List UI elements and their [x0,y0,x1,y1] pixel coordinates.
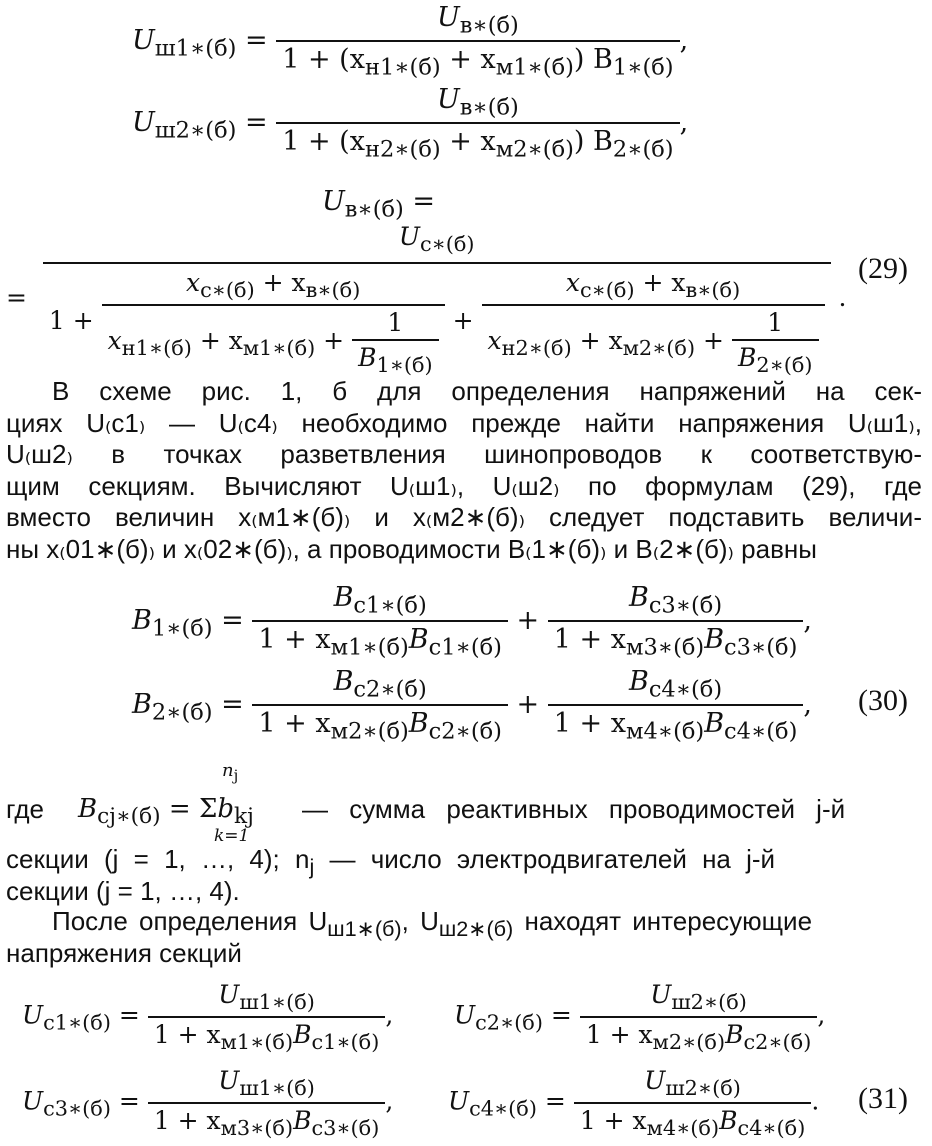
eq-subscript: м2∗(б) [652,1030,726,1054]
eq-symbol: B [358,343,377,372]
denominator [252,620,508,660]
numerator [580,980,818,1016]
eq-subscript: с2∗(б) [475,1010,543,1035]
eq-symbol: B [704,708,725,740]
fraction [276,84,679,163]
denominator [276,122,679,162]
eq-subscript: с4∗(б) [648,676,723,703]
equation-number: (29) [858,252,908,285]
text-line [6,844,922,880]
eq-subscript: с2∗(б) [353,676,427,703]
eq-subscript: с4∗(б) [724,718,798,745]
equals-sign: = [6,283,27,312]
eq-subscript: м3∗(б) [625,634,705,661]
paragraph [6,376,922,565]
denominator [548,620,804,660]
eq-subscript: в∗(б) [305,278,361,302]
eq-subscript: 2∗(б) [612,136,674,163]
eq-symbol: x [565,268,580,297]
eq-subscript: cj∗(б) [97,804,161,830]
eq-subscript: kj [233,804,254,830]
fraction [482,268,825,377]
text-line: ны x₍01∗(б)₎ и x₍02∗(б)₎, а проводимости B₍1∗(б)₎ и B₍2∗(б)₎ равны [6,533,817,564]
eq-text: 1 + x [258,624,331,656]
eq-subscript: ш2∗(б) [665,1076,741,1100]
eq-text: 1 + x [258,708,331,740]
denominator [252,704,508,744]
denominator [732,339,819,377]
fraction [252,666,508,745]
text-line [52,906,812,942]
eq-symbol: B [704,624,725,656]
text-line: циях U₍с1₎ — U₍с4₎ необходимо прежде найти напряжения U₍ш1₎, [6,407,922,438]
fraction [580,980,818,1054]
sigma: Σ [198,794,218,824]
equation-u-c1: $U_{с1∗(б)}$ = $\frac{U_{ш1∗(б)}}{1 + x_{м1∗(б)}B_{с1∗(б)}}$ , [22,980,394,1054]
text-segment: После определения U [52,906,328,936]
eq-subscript: 1∗(б) [612,54,674,81]
eq-text: 1 + (x [282,126,365,158]
eq-subscript: ш1∗(б) [327,916,402,942]
eq-subscript: н1∗(б) [364,54,441,81]
fraction [148,980,386,1054]
text-segment: находят интересующие [513,906,813,936]
eq-subscript: н2∗(б) [364,136,441,163]
eq-symbol: B [78,794,98,824]
eq-subscript: 1∗(б) [376,353,433,377]
eq-subscript: 2∗(б) [756,353,813,377]
equals-sign: = [118,1000,140,1030]
eq-subscript: н2∗(б) [501,336,572,360]
numerator: 1 [767,308,784,337]
numerator [102,268,445,304]
eq-subscript: с4∗(б) [469,1096,537,1121]
eq-text: 1 + x [585,1020,653,1049]
numerator [276,2,679,40]
eq-text: + x [634,268,686,297]
equation-u-c2: $U_{с2∗(б)}$ = $\frac{U_{ш2∗(б)}}{1 + x_{м2∗(б)}B_{с2∗(б)}}$ , [454,980,826,1054]
equation-u-v-fraction [6,222,846,377]
eq-symbol: B [737,343,757,372]
denominator [352,339,439,377]
text-line: — сумма реактивных проводимостей j-й [302,794,846,824]
denominator [148,1102,386,1140]
fraction [548,666,804,745]
text-segment: , U [401,906,439,936]
eq-symbol: B [293,1106,312,1135]
text-line: секции (j = 1, …, 4). [6,876,240,906]
eq-subscript: ш1∗(б) [239,1076,315,1100]
eq-text: + x [440,44,496,76]
denominator [102,304,445,377]
text-line: U₍ш2₎ в точках разветвления шинопроводов к соответствую- [6,439,922,469]
eq-subscript: м1∗(б) [495,54,574,81]
eq-text: 1 + x [553,708,626,740]
eq-symbol: B [725,1020,744,1049]
numerator [148,980,386,1016]
eq-symbol: U [22,1086,44,1116]
equation-number: (30) [858,684,908,717]
eq-subscript: в∗(б) [459,12,519,39]
eq-symbol: x [185,268,201,297]
eq-subscript: с1∗(б) [353,592,427,619]
numerator [276,84,679,122]
numerator [43,222,831,262]
eq-subscript: м2∗(б) [495,136,574,163]
eq-symbol: B [132,604,152,636]
eq-text: 1 + x [153,1106,221,1135]
eq-subscript: с3∗(б) [43,1096,111,1121]
eq-subscript: м4∗(б) [625,718,705,745]
fraction [548,582,804,661]
fraction [574,1066,812,1140]
eq-subscript: ш1∗(б) [239,990,315,1014]
eq-text: 1 + x [553,624,626,656]
eq-subscript: с∗(б) [419,232,475,256]
text-line: напряжения секций [6,938,242,968]
denominator [574,1102,812,1140]
eq-text: + [452,306,474,335]
equals-sign: = [221,604,244,636]
numerator: 1 [387,308,404,337]
eq-subscript: 2∗(б) [151,699,213,726]
sum-expression [78,794,254,829]
fraction [148,1066,386,1140]
eq-text: + x [571,326,623,355]
equation-u-sh1: $U_{ш1∗(б)}$ = $\frac{U_{в∗(б)}}{1 + (x_{н1∗(б)} + x_{м1∗(б)}) B_{1∗(б)}}$ , [132,2,689,81]
eq-text: ) B [573,126,613,158]
eq-symbol: U [218,980,240,1009]
equation-u-v-top [322,186,435,222]
eq-symbol: B [408,624,429,656]
eq-subscript: в∗(б) [344,196,404,223]
eq-subscript: с3∗(б) [311,1116,380,1140]
equation-u-c3: $U_{с3∗(б)}$ = $\frac{U_{ш1∗(б)}}{1 + x_{м3∗(б)}B_{с3∗(б)}}$ , [22,1066,394,1140]
eq-subscript: ш2∗(б) [438,916,514,942]
eq-subscript: н1∗(б) [121,336,192,360]
eq-symbol: B [628,582,649,613]
eq-subscript: с1∗(б) [428,634,502,661]
numerator [252,582,508,620]
eq-symbol: B [719,1106,738,1135]
eq-subscript: j [309,854,315,880]
numerator [548,666,804,704]
plus-sign: + [516,604,540,636]
eq-text: 1 + x [579,1106,647,1135]
text-segment: секции (j = 1, …, 4); n [6,844,310,874]
eq-subscript: с3∗(б) [648,592,723,619]
equals-sign: = [550,1000,572,1030]
eq-symbol: x [107,326,122,355]
eq-symbol: x [487,326,502,355]
eq-symbol: U [398,222,420,251]
text-line: В схеме рис. 1, б для определения напряжений на сек- [52,376,922,406]
eq-subscript: в∗(б) [459,94,519,121]
fraction [252,582,508,661]
fraction [102,268,445,377]
fraction [43,222,831,377]
numerator [574,1066,812,1102]
eq-subscript: с3∗(б) [724,634,798,661]
eq-subscript: с1∗(б) [43,1010,111,1035]
denominator [580,1016,818,1054]
numerator [252,666,508,704]
numerator [148,1066,386,1102]
eq-subscript: с2∗(б) [428,718,502,745]
eq-subscript: 1∗(б) [151,615,213,642]
text-word: где [6,794,44,824]
eq-text: ) B [573,44,613,76]
equals-sign: = [245,24,268,56]
eq-subscript: м4∗(б) [646,1116,720,1140]
denominator [148,1016,386,1054]
text-line: вместо величин x₍м1∗(б)₎ и x₍м2∗(б)₎ следует подставить величи- [6,502,922,532]
eq-text: . [838,283,847,312]
eq-subscript: ш2∗(б) [154,117,237,144]
eq-text: 1 + [48,306,94,335]
eq-symbol: U [322,186,345,217]
equation-b2: $B_{2∗(б)}$ = $\frac{B_{с2∗(б)}}{1 + x_{м2∗(б)}B_{с2∗(б)}}$ + $\frac{B_{с4∗(б)}}{1 + x_{м4∗(б)}B_{с4∗(б)}}$ , [132,666,812,745]
fraction [276,2,679,81]
eq-subscript: м1∗(б) [220,1030,294,1054]
numerator [482,268,825,304]
eq-text: + [695,326,724,355]
eq-symbol: B [628,666,649,697]
plus-sign: + [516,688,540,720]
denominator [548,704,804,744]
eq-subscript: м1∗(б) [242,336,316,360]
denominator [276,40,679,80]
equals-sign: = [403,186,436,217]
eq-subscript: с∗(б) [200,278,255,302]
eq-text: 1 + (x [282,44,365,76]
eq-subscript: с2∗(б) [743,1030,812,1054]
text-line: щим секциям. Вычисляют U₍ш1₎, U₍ш2₎ по формулам (29), где [6,470,922,501]
eq-text: 1 + x [153,1020,221,1049]
fraction [732,308,819,377]
eq-symbol: n [222,760,234,781]
text-segment: — число электродвигателей на j-й [314,844,776,874]
equation-u-c4: $U_{с4∗(б)}$ = $\frac{U_{ш2∗(б)}}{1 + x_{м4∗(б)}B_{с4∗(б)}}$ . [448,1066,820,1140]
eq-text: + x [254,268,306,297]
eq-symbol: U [436,84,460,115]
denominator [482,304,825,377]
equals-sign: = [118,1086,140,1116]
numerator [548,582,804,620]
eq-subscript: м3∗(б) [220,1116,294,1140]
eq-subscript: в∗(б) [685,278,741,302]
equation-b1: $B_{1∗(б)}$ = $\frac{B_{с1∗(б)}}{1 + x_{м1∗(б)}B_{с1∗(б)}}$ + $\frac{B_{с3∗(б)}}{1 + x_{м3∗(б)}B_{с3∗(б)}}$ , [132,582,812,661]
eq-symbol: U [436,2,460,33]
equation-number: (31) [858,1082,908,1115]
eq-symbol: B [333,582,354,613]
eq-subscript: ш1∗(б) [154,35,237,62]
eq-symbol: b [217,794,234,824]
eq-text: + x [191,326,243,355]
eq-symbol: U [218,1066,240,1095]
eq-symbol: U [454,1000,476,1030]
equals-sign: = [221,688,244,720]
eq-text: + x [440,126,496,158]
eq-symbol: U [132,106,155,138]
eq-symbol: B [408,708,429,740]
eq-symbol: B [293,1020,312,1049]
equals-sign: = [245,106,268,138]
equals-sign: = [160,794,199,824]
eq-subscript: j [233,766,239,785]
eq-symbol: U [22,1000,44,1030]
eq-symbol: B [132,688,152,720]
eq-symbol: U [132,24,155,56]
eq-subscript: ш2∗(б) [671,990,747,1014]
sum-upper-limit [222,760,238,785]
eq-subscript: с1∗(б) [311,1030,380,1054]
denominator [43,262,831,377]
equation-u-sh2: $U_{ш2∗(б)}$ = $\frac{U_{в∗(б)}}{1 + (x_{н2∗(б)} + x_{м2∗(б)}) B_{2∗(б)}}$ , [132,84,689,163]
fraction [352,308,439,377]
eq-subscript: м2∗(б) [330,718,409,745]
eq-subscript: м2∗(б) [622,336,696,360]
sum-lower-limit: k=1 [214,826,250,846]
eq-text: + [315,326,345,355]
eq-subscript: с∗(б) [579,278,635,302]
eq-symbol: U [650,980,672,1009]
eq-symbol: B [333,666,354,697]
eq-symbol: U [448,1086,470,1116]
equals-sign: = [544,1086,566,1116]
eq-subscript: с4∗(б) [737,1116,806,1140]
eq-symbol: U [644,1066,666,1095]
eq-subscript: м1∗(б) [330,634,409,661]
